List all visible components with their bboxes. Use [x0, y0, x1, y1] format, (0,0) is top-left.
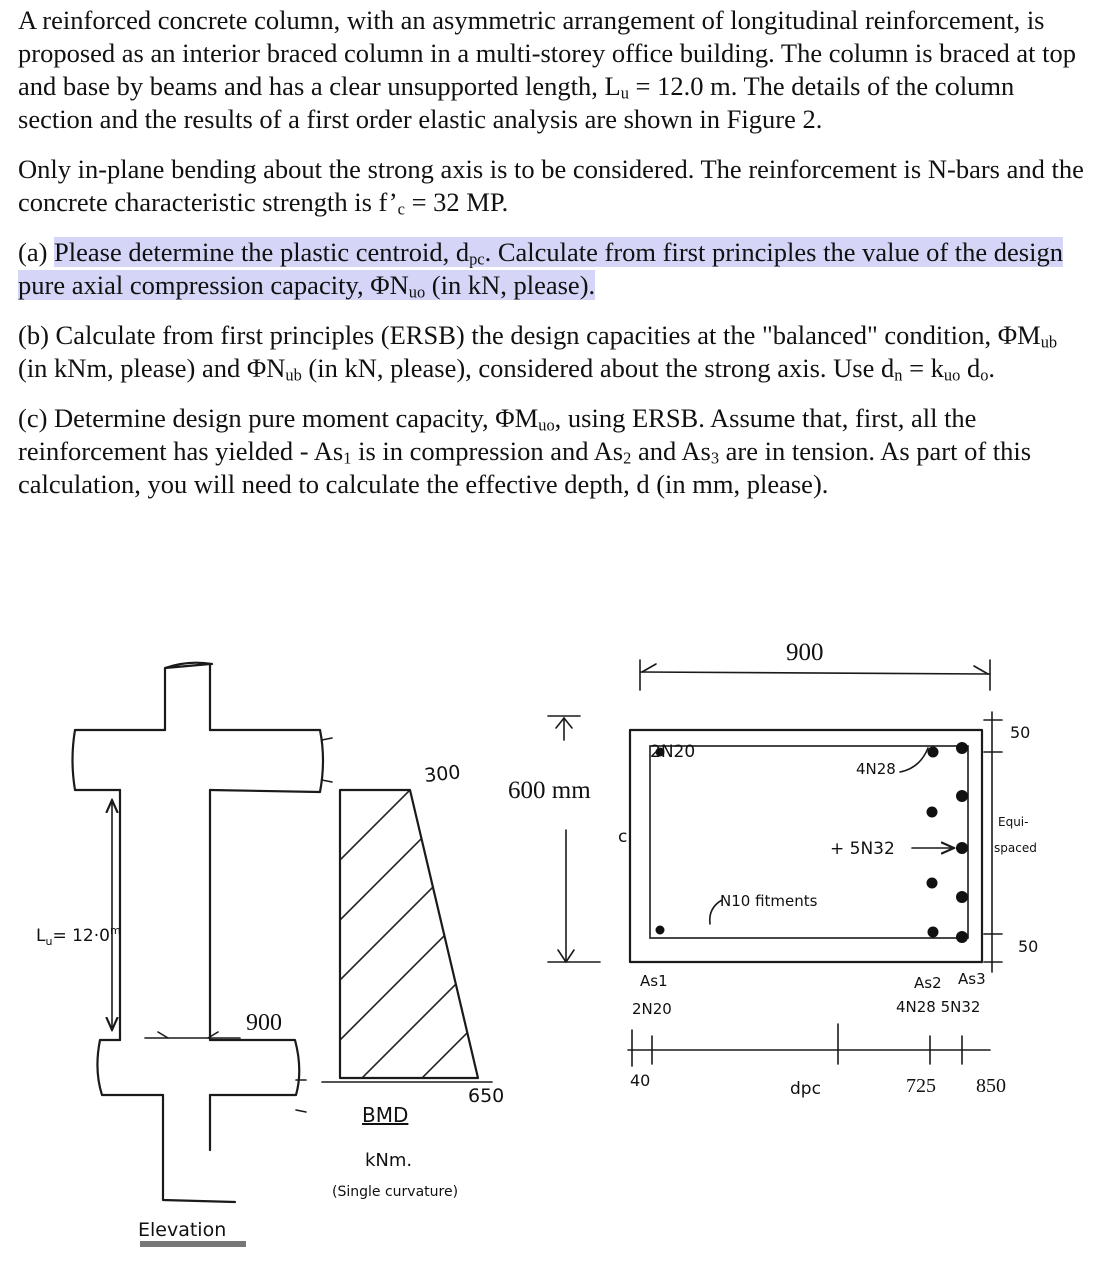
as3-bar: [956, 842, 968, 854]
depth-dim-lower-arrow-a: [558, 950, 566, 962]
scope-paragraph: Only in-plane bending about the strong axis is to be considered. The reinforcement is N-bars and the concrete characteristic strength is $f’_c = 32$ MP.: [18, 154, 1084, 219]
as2-label: As2: [914, 974, 942, 992]
bmd-outline: [340, 790, 478, 1078]
bottom-cover-label: 50: [1018, 937, 1039, 956]
elevation-caption: Elevation: [138, 1219, 227, 1241]
part-b-paragraph: (b) Calculate from first principles (ERSB) the design capacities at the "balanced" condition, $\Phi M_{ub}$ (in kNm, please) and $\Phi N_{ub}$ (in kN, please), considered about the strong axis. Use $d_n = k_{uo}$ $d_o$.: [18, 320, 1058, 385]
as23-bars-label: 4N28 5N32: [896, 998, 981, 1016]
bar-label-4n28: 4N28: [856, 760, 896, 778]
lu-label: $L_u= 12\cdot 0^m$: [36, 924, 121, 948]
dim-850-label: 850: [976, 1075, 1006, 1097]
problem-text: [18, 4, 1090, 518]
depth-dim-upper-arrow-a: [556, 718, 564, 728]
dim-725-label: 725: [906, 1075, 936, 1097]
equi-label: Equi-: [998, 815, 1029, 829]
as3-label: As3: [958, 970, 986, 988]
bmd-top-moment: 300: [423, 761, 462, 787]
c-label: c: [618, 827, 628, 847]
part-a-paragraph: (a) Please determine the plastic centroid, $d_{pc}$. Calculate from first principles the value of the design pure axial compression capacity, $\Phi N_{uo}$ (in kN, please).: [18, 237, 1063, 302]
top-cover-label: 50: [1010, 723, 1031, 742]
figure-2: [0, 600, 1108, 1282]
bmd-drawing: [322, 716, 600, 1200]
highlighted-question: Please determine the plastic centroid, $d_{pc}$. Calculate from first principles the value of the design pure axial compression capacity, $\Phi N_{uo}$ (in kN, please).: [18, 237, 1063, 302]
section-width-arrow-left: [642, 664, 656, 672]
bar-label-5n32: + 5N32: [830, 839, 895, 859]
depth-label: 600 mm: [508, 777, 591, 804]
elevation-width-label: 900: [246, 1010, 282, 1036]
as2-bar: [928, 747, 939, 758]
section-width-dimension: [640, 672, 990, 674]
top-beam-outline: [73, 730, 324, 792]
bmd-unit: kNm.: [365, 1150, 413, 1171]
depth-dim-upper-arrow-b: [564, 718, 572, 728]
lower-column-outline: [163, 1095, 235, 1202]
bottom-beam-outline: [97, 1040, 299, 1095]
bmd-title: BMD: [362, 1103, 409, 1127]
spaced-label: spaced: [994, 841, 1037, 855]
depth-dim-lower-arrow-b: [566, 950, 574, 962]
as2-bar: [927, 878, 938, 889]
width-arrow-left: [158, 1032, 168, 1038]
bar-label-2n20: 2N20: [650, 742, 696, 762]
upper-column-outline: [165, 663, 212, 730]
column-outline: [120, 790, 210, 1040]
as1-label: As1: [640, 972, 668, 990]
section-width-label: 900: [786, 639, 824, 666]
as3-bar: [956, 931, 968, 943]
as3-bar: [956, 891, 968, 903]
as2-bar: [928, 927, 939, 938]
dpc-label: dpc: [790, 1079, 821, 1099]
bmd-note: (Single curvature): [332, 1184, 459, 1200]
column-section-drawing: [618, 639, 1038, 1099]
bmd-bottom-moment: 650: [468, 1085, 505, 1107]
as1-bars-label: 2N20: [632, 1000, 672, 1018]
section-outline: [630, 730, 982, 962]
as1-bar-bottom: [656, 926, 665, 935]
section-width-arrow-right: [974, 666, 988, 674]
part-c-paragraph: (c) Determine design pure moment capacity, $\Phi M_{uo}$, using ERSB. Assume that, first, all the reinforcement has yielded - $As_1$ is in compression and $As_2$ and $As_3$ are in tension. As part of this calculation, you will need to calculate the effective depth, d (in mm, please).: [18, 403, 1032, 499]
as3-bar: [956, 790, 968, 802]
elevation-drawing: [36, 663, 332, 1244]
bmd-hatching: [340, 780, 520, 1080]
dim-40-label: 40: [630, 1071, 651, 1090]
intro-paragraph: A reinforced concrete column, with an asymmetric arrangement of longitudinal reinforcement, is proposed as an interior braced column in a multi-storey office building. The column is braced at top and base by beams and has a clear unsupported length, $L_u = 12.0$ m. The details of the column section and the results of a first order elastic analysis are shown in Figure 2.: [18, 5, 1076, 134]
as3-bar: [956, 742, 968, 754]
fitments-label: N10 fitments: [720, 892, 818, 910]
bar-4n28-leader: [900, 748, 928, 772]
as2-bar: [927, 807, 938, 818]
